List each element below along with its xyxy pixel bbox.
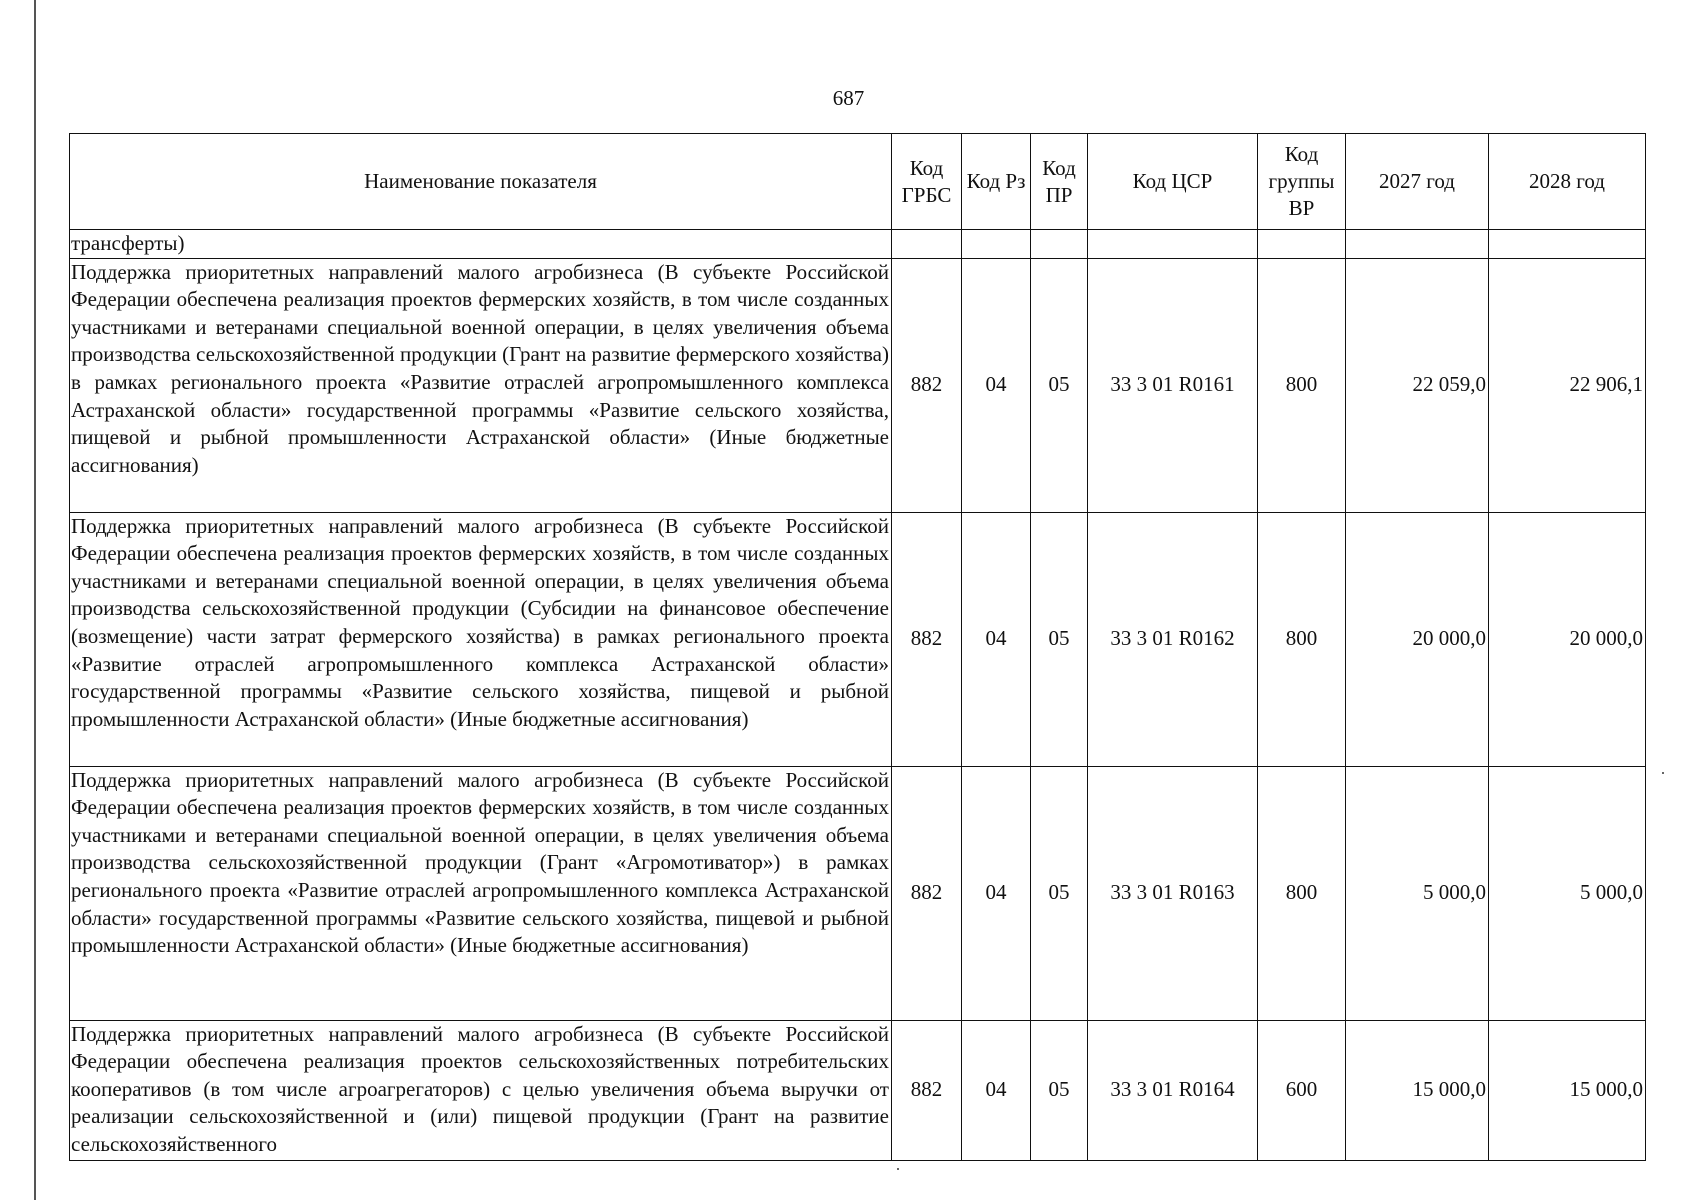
row-rz: 04 <box>962 512 1031 766</box>
row-name: Поддержка приоритетных направлений малого агробизнеса (В субъекте Российской Федерации обеспечена реализация проектов фермерских хозяйств, в том числе созданных участниками и ветеранами специальной военной операции, в целях увеличения объема производства сельскохозяйственной продукции (Грант на развитие фермерского хозяйства) в рамках регионального проекта «Развитие отраслей агропромышленного комплекса Астраханской области» государственной программы «Развитие сельского хозяйства, пищевой и рыбной промышленности Астраханской области» (Иные бюджетные ассигнования) <box>70 258 892 512</box>
header-2027: 2027 год <box>1346 134 1489 230</box>
continuation-empty-cell <box>892 230 962 259</box>
table-row <box>70 1020 1646 1160</box>
row-2027: 22 059,0 <box>1346 258 1489 512</box>
continuation-empty-cell <box>1346 230 1489 259</box>
row-vr: 800 <box>1258 766 1346 1020</box>
table-row <box>70 512 1646 766</box>
row-2028: 5 000,0 <box>1489 766 1646 1020</box>
row-grbs: 882 <box>892 766 962 1020</box>
continuation-empty-cell <box>1258 230 1346 259</box>
row-csr: 33 3 01 R0163 <box>1088 766 1258 1020</box>
continuation-empty-cell <box>1489 230 1646 259</box>
header-name: Наименование показателя <box>70 134 892 230</box>
table-row <box>70 766 1646 1020</box>
row-vr: 800 <box>1258 258 1346 512</box>
table-body <box>70 230 1646 1161</box>
continuation-empty-cell <box>1031 230 1088 259</box>
header-vr: Код группы ВР <box>1258 134 1346 230</box>
table-header <box>70 134 1646 230</box>
row-rz: 04 <box>962 258 1031 512</box>
row-2028: 20 000,0 <box>1489 512 1646 766</box>
row-csr: 33 3 01 R0162 <box>1088 512 1258 766</box>
table-row <box>70 258 1646 512</box>
row-pr: 05 <box>1031 1020 1088 1160</box>
row-pr: 05 <box>1031 766 1088 1020</box>
row-vr: 600 <box>1258 1020 1346 1160</box>
row-2028: 22 906,1 <box>1489 258 1646 512</box>
header-pr: Код ПР <box>1031 134 1088 230</box>
row-rz: 04 <box>962 1020 1031 1160</box>
header-grbs: Код ГРБС <box>892 134 962 230</box>
row-grbs: 882 <box>892 258 962 512</box>
header-row <box>70 134 1646 230</box>
continuation-row <box>70 230 1646 259</box>
row-name: Поддержка приоритетных направлений малого агробизнеса (В субъекте Российской Федерации обеспечена реализация проектов фермерских хозяйств, в том числе созданных участниками и ветеранами специальной военной операции, в целях увеличения объема производства сельскохозяйственной продукции (Грант «Агромотиватор») в рамках регионального проекта «Развитие отраслей агропромышленного комплекса Астраханской области» государственной программы «Развитие сельского хозяйства, пищевой и рыбной промышленности Астраханской области» (Иные бюджетные ассигнования) <box>70 766 892 1020</box>
scan-speck <box>1662 772 1664 774</box>
budget-table <box>69 133 1646 1161</box>
row-name: Поддержка приоритетных направлений малого агробизнеса (В субъекте Российской Федерации обеспечена реализация проектов сельскохозяйственных потребительских кооперативов (в том числе агроагрегаторов) с целью увеличения объема выручки от реализации сельскохозяйственной и (или) пищевой продукции (Грант на развитие сельскохозяйственного <box>70 1020 892 1160</box>
page-number <box>0 86 1697 111</box>
continuation-name: трансферты) <box>70 230 892 259</box>
row-csr: 33 3 01 R0164 <box>1088 1020 1258 1160</box>
row-pr: 05 <box>1031 512 1088 766</box>
row-rz: 04 <box>962 766 1031 1020</box>
header-2028: 2028 год <box>1489 134 1646 230</box>
continuation-empty-cell <box>962 230 1031 259</box>
row-pr: 05 <box>1031 258 1088 512</box>
row-2027: 5 000,0 <box>1346 766 1489 1020</box>
row-2027: 15 000,0 <box>1346 1020 1489 1160</box>
page-number-text: 687 <box>832 86 865 110</box>
header-csr: Код ЦСР <box>1088 134 1258 230</box>
row-name: Поддержка приоритетных направлений малого агробизнеса (В субъекте Российской Федерации обеспечена реализация проектов фермерских хозяйств, в том числе созданных участниками и ветеранами специальной военной операции, в целях увеличения объема производства сельскохозяйственной продукции (Субсидии на финансовое обеспечение (возмещение) части затрат фермерского хозяйства) в рамках регионального проекта «Развитие отраслей агропромышленного комплекса Астраханской области» государственной программы «Развитие сельского хозяйства, пищевой и рыбной промышленности Астраханской области» (Иные бюджетные ассигнования) <box>70 512 892 766</box>
row-vr: 800 <box>1258 512 1346 766</box>
row-csr: 33 3 01 R0161 <box>1088 258 1258 512</box>
row-grbs: 882 <box>892 512 962 766</box>
row-2027: 20 000,0 <box>1346 512 1489 766</box>
header-rz: Код Рз <box>962 134 1031 230</box>
continuation-empty-cell <box>1088 230 1258 259</box>
row-2028: 15 000,0 <box>1489 1020 1646 1160</box>
row-grbs: 882 <box>892 1020 962 1160</box>
page-margin-line <box>34 0 36 1200</box>
scan-speck <box>897 1168 899 1170</box>
